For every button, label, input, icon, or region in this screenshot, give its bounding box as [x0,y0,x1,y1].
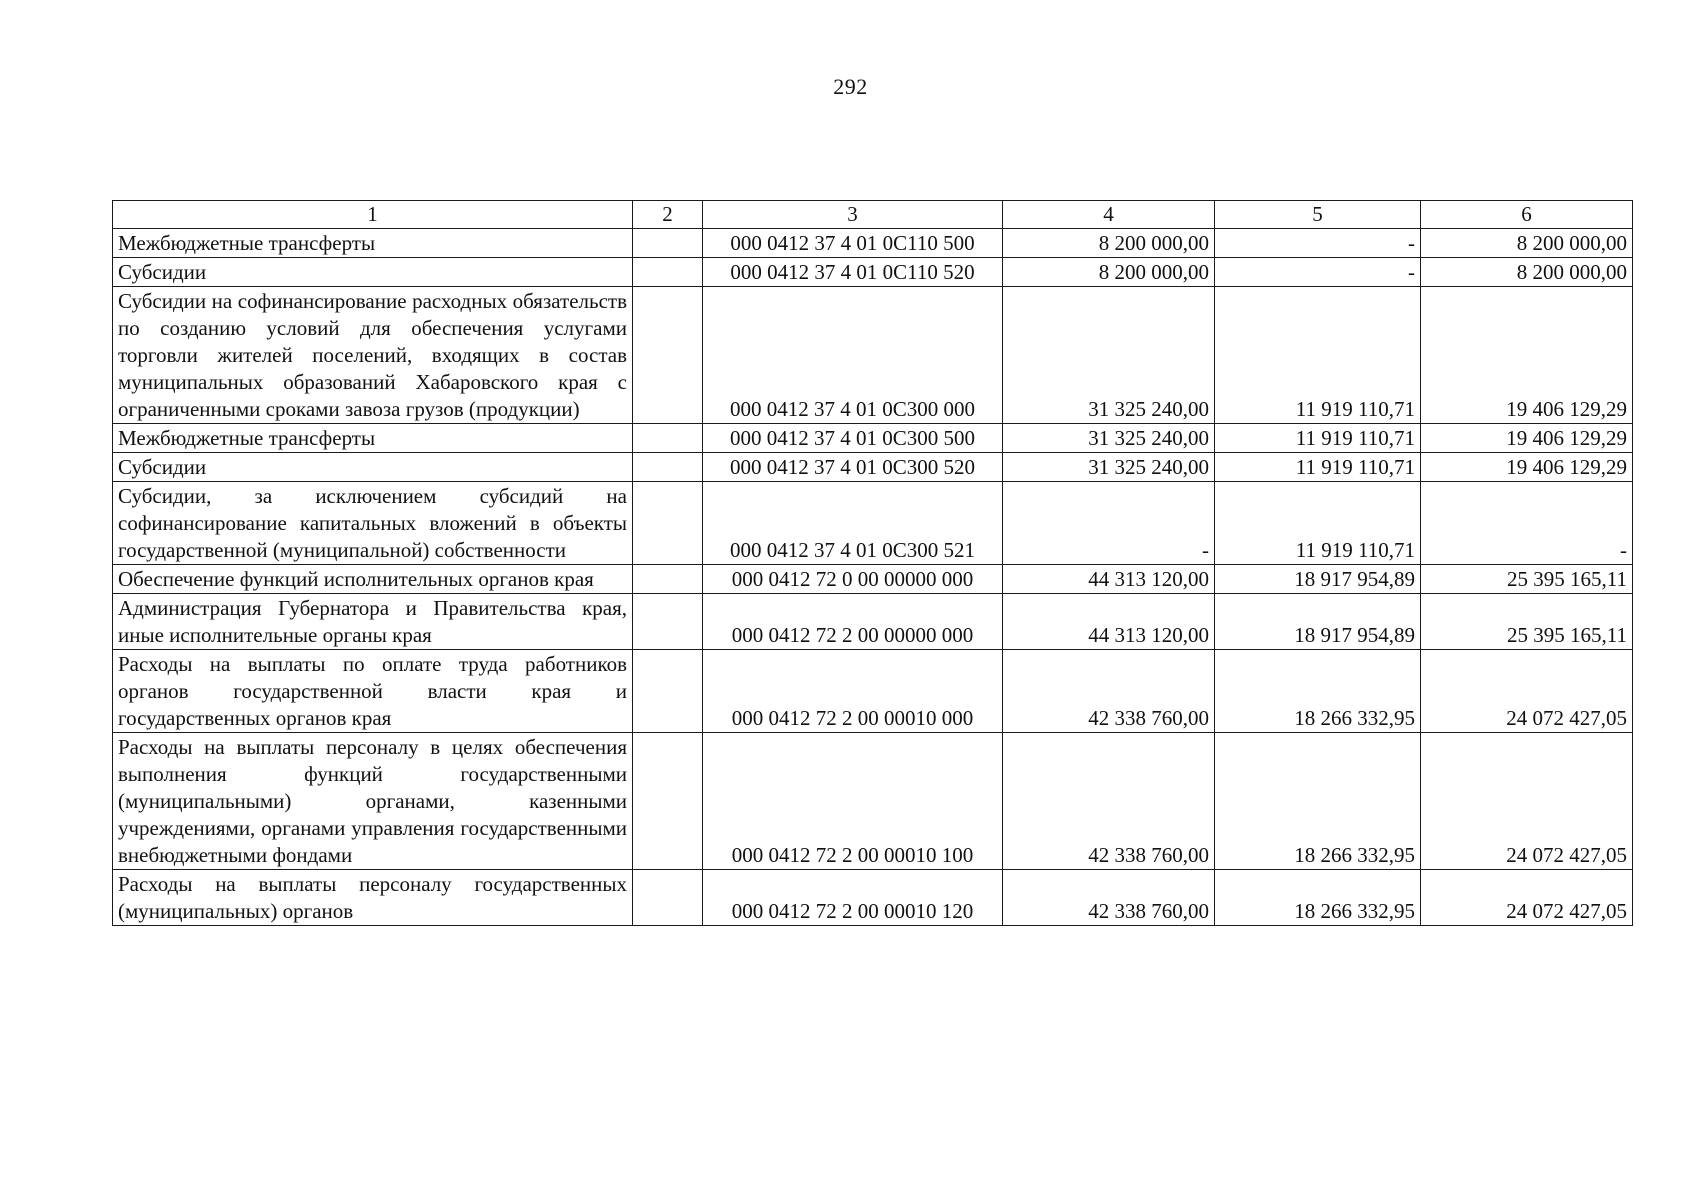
row-col5: 11 919 110,71 [1215,424,1421,453]
row-col4: 42 338 760,00 [1003,870,1215,926]
row-name: Субсидии [113,453,633,482]
row-code: 000 0412 37 4 01 0С300 000 [703,287,1003,424]
row-col4: 31 325 240,00 [1003,287,1215,424]
row-name: Расходы на выплаты по оплате труда работников органов государственной власти края и государственных органов края [113,650,633,733]
row-col6: - [1421,482,1633,565]
header-col-2: 2 [633,201,703,229]
row-name: Межбюджетные трансферты [113,229,633,258]
row-code: 000 0412 37 4 01 0С300 521 [703,482,1003,565]
row-name: Расходы на выплаты персоналу в целях обеспечения выполнения функций государственными (муниципальными) органами, казенными учреждениями, органами управления государственными внебюджетными фондами [113,733,633,870]
row-code: 000 0412 37 4 01 0С300 500 [703,424,1003,453]
row-name: Обеспечение функций исполнительных органов края [113,565,633,594]
table-row [113,453,1633,482]
row-col6: 24 072 427,05 [1421,870,1633,926]
row-col6: 24 072 427,05 [1421,733,1633,870]
row-col5: 11 919 110,71 [1215,482,1421,565]
header-col-5: 5 [1215,201,1421,229]
row-col2 [633,453,703,482]
row-col6: 8 200 000,00 [1421,229,1633,258]
table-row [113,650,1633,733]
row-col6: 25 395 165,11 [1421,565,1633,594]
row-col2 [633,287,703,424]
row-col6: 19 406 129,29 [1421,424,1633,453]
header-row [113,201,1633,229]
row-col4: 8 200 000,00 [1003,229,1215,258]
row-code: 000 0412 72 2 00 00010 000 [703,650,1003,733]
row-col2 [633,258,703,287]
table-header [113,201,1633,229]
row-name: Администрация Губернатора и Правительства края, иные исполнительные органы края [113,594,633,650]
table-row [113,594,1633,650]
row-code: 000 0412 72 0 00 00000 000 [703,565,1003,594]
row-col5: - [1215,229,1421,258]
row-name: Расходы на выплаты персоналу государственных (муниципальных) органов [113,870,633,926]
table-row [113,870,1633,926]
row-col4: 44 313 120,00 [1003,565,1215,594]
header-col-3: 3 [703,201,1003,229]
row-col5: 11 919 110,71 [1215,287,1421,424]
row-col4: 42 338 760,00 [1003,733,1215,870]
row-col5: 18 266 332,95 [1215,870,1421,926]
row-name: Субсидии на софинансирование расходных обязательств по созданию условий для обеспечения услугами торговли жителей поселений, входящих в состав муниципальных образований Хабаровского края с ограниченными сроками завоза грузов (продукции) [113,287,633,424]
row-col4: 44 313 120,00 [1003,594,1215,650]
row-col4: 31 325 240,00 [1003,453,1215,482]
row-col6: 25 395 165,11 [1421,594,1633,650]
row-code: 000 0412 37 4 01 0С110 520 [703,258,1003,287]
budget-table [112,200,1633,926]
row-col5: - [1215,258,1421,287]
row-name: Субсидии [113,258,633,287]
row-code: 000 0412 37 4 01 0С110 500 [703,229,1003,258]
table-row [113,565,1633,594]
table-row [113,482,1633,565]
row-col2 [633,424,703,453]
row-col6: 19 406 129,29 [1421,453,1633,482]
row-col4: 42 338 760,00 [1003,650,1215,733]
row-code: 000 0412 37 4 01 0С300 520 [703,453,1003,482]
row-col2 [633,733,703,870]
row-col5: 11 919 110,71 [1215,453,1421,482]
header-col-1: 1 [113,201,633,229]
row-col2 [633,594,703,650]
table-row [113,733,1633,870]
header-col-4: 4 [1003,201,1215,229]
row-col2 [633,229,703,258]
row-col4: 31 325 240,00 [1003,424,1215,453]
row-col5: 18 917 954,89 [1215,594,1421,650]
table-row [113,258,1633,287]
row-col5: 18 266 332,95 [1215,650,1421,733]
table-row [113,424,1633,453]
row-col4: 8 200 000,00 [1003,258,1215,287]
table-row [113,229,1633,258]
row-col2 [633,565,703,594]
row-name: Межбюджетные трансферты [113,424,633,453]
row-code: 000 0412 72 2 00 00000 000 [703,594,1003,650]
row-code: 000 0412 72 2 00 00010 120 [703,870,1003,926]
row-col6: 8 200 000,00 [1421,258,1633,287]
page-number: 292 [833,74,868,99]
table-body [113,229,1633,926]
header-col-6: 6 [1421,201,1633,229]
row-col2 [633,870,703,926]
row-col6: 24 072 427,05 [1421,650,1633,733]
row-col4: - [1003,482,1215,565]
row-col5: 18 266 332,95 [1215,733,1421,870]
row-col6: 19 406 129,29 [1421,287,1633,424]
row-col2 [633,650,703,733]
table-row [113,287,1633,424]
row-col2 [633,482,703,565]
row-code: 000 0412 72 2 00 00010 100 [703,733,1003,870]
row-col5: 18 917 954,89 [1215,565,1421,594]
row-name: Субсидии, за исключением субсидий на софинансирование капитальных вложений в объекты государственной (муниципальной) собственности [113,482,633,565]
